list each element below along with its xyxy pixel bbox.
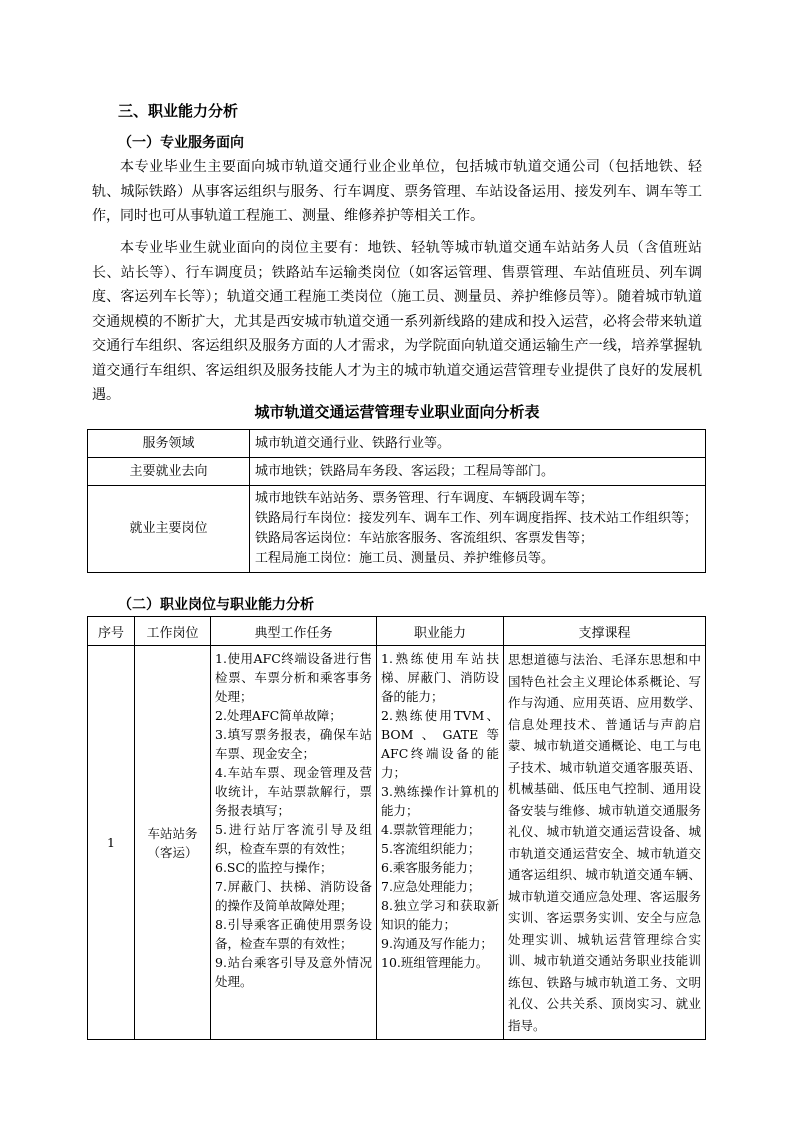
row-value (250, 486, 706, 573)
ability-item: 5.客流组织能力； (381, 841, 481, 856)
row-number: 1 (88, 646, 135, 1040)
table-row (88, 646, 706, 1040)
table-title: 城市轨道交通运营管理专业职业面向分析表 (254, 403, 540, 421)
header-cell: 职业能力 (377, 617, 504, 646)
subsection-title-service: （一）专业服务面向 (118, 135, 244, 151)
post-line: 铁路局客运岗位：车站旅客服务、客流组织、客票发售等； (255, 531, 594, 546)
ability-item: 6.乘客服务能力； (381, 860, 481, 875)
header-cell: 序号 (88, 617, 135, 646)
ability-item: 9.沟通及写作能力； (381, 936, 493, 951)
task-item: 4.车站车票、现金管理及营收统计，车站票款解行，票务报表填写； (215, 765, 372, 818)
table-row (88, 486, 706, 573)
task-item: 5.进行站厅客流引导及组织，检查车票的有效性； (215, 822, 372, 856)
typical-tasks (211, 646, 377, 1040)
task-item: 1.使用AFC终端设备进行售检票、车票分析和乘客事务处理； (215, 651, 372, 704)
header-cell: 典型工作任务 (211, 617, 377, 646)
abilities (377, 646, 504, 1040)
task-item: 6.SC的监控与操作； (215, 860, 333, 875)
table-row (88, 458, 706, 486)
ability-item: 3.熟练操作计算机的能力； (381, 784, 499, 818)
post-line: 城市地铁车站站务、票务管理、行车调度、车辆段调车等； (255, 491, 594, 506)
row-value: 城市轨道交通行业、铁路行业等。 (250, 430, 706, 458)
header-cell: 工作岗位 (135, 617, 211, 646)
task-item: 8.引导乘客正确使用票务设备，检查车票的有效性； (215, 917, 372, 951)
header-cell: 支撑课程 (504, 617, 706, 646)
task-item: 9.站台乘客引导及意外情况处理。 (215, 955, 372, 989)
ability-item: 4.票款管理能力； (381, 822, 481, 837)
supporting-courses: 思想道德与法治、毛泽东思想和中国特色社会主义理论体系概论、写作与沟通、应用英语、应用数学、信息处理技术、普通话与声韵启蒙、城市轨道交通概论、电工与电子技术、城市轨道交通客服英语、机械基础、低压电气控制、通用设备安装与维修、城市轨道交通服务礼仪、城市轨道交通运营设备、城市轨道交通运营安全、城市轨道交通客运组织、城市轨道交通车辆、城市轨道交通应急处理、客运服务实训、客运票务实训、安全与应急处理实训、城轨运营管理综合实训、城市轨道交通站务职业技能训练包、铁路与城市轨道工务、文明礼仪、公共关系、顶岗实习、就业指导。 (504, 646, 706, 1040)
post-line: 铁路局行车岗位：接发列车、调车工作、列车调度指挥、技术站工作组织等； (255, 511, 698, 526)
ability-item: 8.独立学习和获取新知识的能力； (381, 898, 499, 932)
row-label: 就业主要岗位 (88, 486, 250, 573)
section-title: 三、职业能力分析 (118, 102, 239, 120)
ability-item: 2.熟练使用TVM、BOM、GATE等AFC终端设备的能力； (381, 708, 499, 780)
ability-analysis-table (87, 616, 706, 1040)
subsection-title-ability: （二）职业岗位与职业能力分析 (118, 597, 314, 613)
task-item: 7.屏蔽门、扶梯、消防设备的操作及简单故障处理； (215, 879, 372, 913)
table-row (88, 430, 706, 458)
ability-item: 10.班组管理能力。 (381, 955, 489, 970)
task-item: 3.填写票务报表，确保车站车票、现金安全； (215, 727, 372, 761)
ability-item: 7.应急处理能力； (381, 879, 481, 894)
paragraph-service-scope: 本专业毕业生主要面向城市轨道交通行业企业单位，包括城市轨道交通公司（包括地铁、轻轨、城际铁路）从事客运组织与服务、行车调度、票务管理、车站设备运用、接发列车、调车等工作，同时也可从事轨道工程施工、测量、维修养护等相关工作。 (92, 159, 702, 224)
row-label: 主要就业去向 (88, 458, 250, 486)
table-header-row (88, 617, 706, 646)
career-orientation-table (87, 429, 706, 573)
task-item: 2.处理AFC简单故障； (215, 708, 342, 723)
row-value: 城市地铁；铁路局车务段、客运段；工程局等部门。 (250, 458, 706, 486)
row-label: 服务领域 (88, 430, 250, 458)
post-line: 工程局施工岗位：施工员、测量员、养护维修员等。 (255, 551, 555, 566)
work-post: 车站站务（客运） (135, 646, 211, 1040)
paragraph-job-positions: 本专业毕业生就业面向的岗位主要有：地铁、轻轨等城市轨道交通车站站务人员（含值班站长、站长等）、行车调度员；铁路站车运输类岗位（如客运管理、售票管理、车站值班员、列车调度、客运列车长等）；轨道交通工程施工类岗位（施工员、测量员、养护维修员等）。随着城市轨道交通规模的不断扩大，尤其是西安城市轨道交通一系列新线路的建成和投入运营，必将会带来轨道交通行车组织、客运组织及服务方面的人才需求，为学院面向轨道交通运输生产一线，培养掌握轨道交通行车组织、客运组织及服务技能人才为主的城市轨道交通运营管理专业提供了良好的发展机遇。 (92, 240, 702, 403)
ability-item: 1.熟练使用车站扶梯、屏蔽门、消防设备的能力； (381, 651, 499, 704)
